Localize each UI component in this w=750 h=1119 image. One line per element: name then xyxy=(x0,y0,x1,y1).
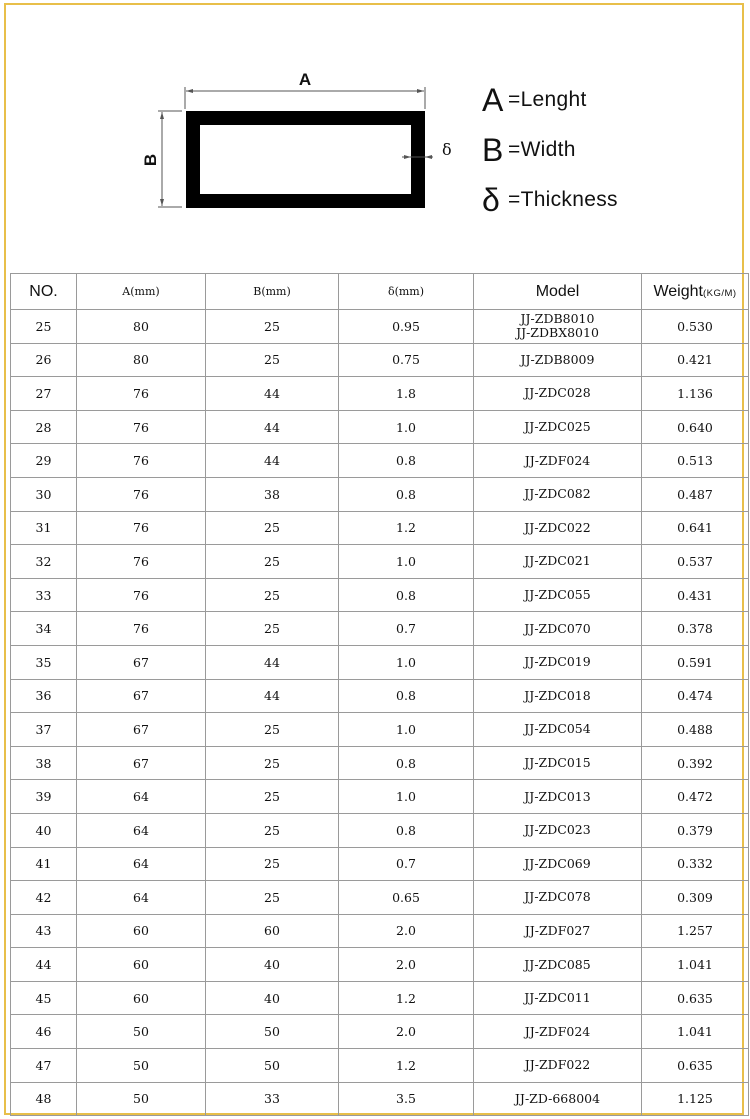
row-b-cell: 25 xyxy=(206,612,339,646)
row-delta-cell: 2.0 xyxy=(339,948,474,982)
legend-symbol: A xyxy=(482,82,504,118)
row-a-cell: 64 xyxy=(77,847,206,881)
table-row xyxy=(11,477,749,511)
row-delta-cell: 1.0 xyxy=(339,780,474,814)
row-a-cell: 67 xyxy=(77,713,206,747)
row-weight-cell: 0.431 xyxy=(642,578,749,612)
row-model-cell xyxy=(474,713,642,747)
model-code: JJ-ZDC018 xyxy=(524,687,591,703)
col-header-delta: δ(mm) xyxy=(339,274,474,310)
table-header-row xyxy=(11,274,749,310)
row-model-cell xyxy=(474,310,642,344)
legend-row-thickness xyxy=(482,175,618,225)
row-a-cell: 67 xyxy=(77,645,206,679)
profile-diagram xyxy=(6,5,746,271)
table-row xyxy=(11,645,749,679)
table-row xyxy=(11,713,749,747)
row-weight-cell: 0.530 xyxy=(642,310,749,344)
dim-a-label: A xyxy=(298,70,312,89)
row-no-cell: 33 xyxy=(11,578,77,612)
row-delta-cell: 0.8 xyxy=(339,813,474,847)
row-delta-cell: 0.65 xyxy=(339,881,474,915)
row-weight-cell: 0.379 xyxy=(642,813,749,847)
table-row xyxy=(11,444,749,478)
row-no-cell: 31 xyxy=(11,511,77,545)
model-code: JJ-ZDC022 xyxy=(524,519,591,535)
row-model-cell xyxy=(474,612,642,646)
row-no-cell: 35 xyxy=(11,645,77,679)
table-row xyxy=(11,780,749,814)
row-weight-cell: 1.136 xyxy=(642,377,749,411)
row-no-cell: 29 xyxy=(11,444,77,478)
row-a-cell: 60 xyxy=(77,948,206,982)
table-row xyxy=(11,1082,749,1116)
row-b-cell: 25 xyxy=(206,746,339,780)
row-delta-cell: 1.8 xyxy=(339,377,474,411)
row-a-cell: 50 xyxy=(77,1049,206,1083)
row-a-cell: 64 xyxy=(77,813,206,847)
legend-symbol: B xyxy=(482,132,504,168)
row-no-cell: 38 xyxy=(11,746,77,780)
model-code: JJ-ZDC078 xyxy=(524,889,591,905)
legend-row-width xyxy=(482,125,618,175)
row-delta-cell: 3.5 xyxy=(339,1082,474,1116)
row-b-cell: 50 xyxy=(206,1049,339,1083)
row-no-cell: 43 xyxy=(11,914,77,948)
spec-sheet xyxy=(4,3,744,1115)
model-code: JJ-ZDC085 xyxy=(524,956,591,972)
row-no-cell: 40 xyxy=(11,813,77,847)
model-code: JJ-ZDC082 xyxy=(524,486,591,502)
model-code: JJ-ZDBX8010 xyxy=(516,325,599,341)
table-row xyxy=(11,511,749,545)
table-row xyxy=(11,813,749,847)
row-weight-cell: 0.309 xyxy=(642,881,749,915)
row-model-cell xyxy=(474,914,642,948)
dim-b-label: B xyxy=(141,153,160,167)
legend-text: =Thickness xyxy=(508,188,618,211)
row-no-cell: 32 xyxy=(11,545,77,579)
row-no-cell: 45 xyxy=(11,981,77,1015)
table-row xyxy=(11,746,749,780)
model-code: JJ-ZDC013 xyxy=(524,788,591,804)
row-no-cell: 30 xyxy=(11,477,77,511)
row-b-cell: 44 xyxy=(206,645,339,679)
legend-text: =Lenght xyxy=(508,88,587,111)
row-model-cell xyxy=(474,578,642,612)
row-delta-cell: 0.8 xyxy=(339,679,474,713)
row-weight-cell: 1.257 xyxy=(642,914,749,948)
row-no-cell: 28 xyxy=(11,410,77,444)
row-a-cell: 64 xyxy=(77,881,206,915)
row-b-cell: 38 xyxy=(206,477,339,511)
row-b-cell: 25 xyxy=(206,780,339,814)
row-no-cell: 48 xyxy=(11,1082,77,1116)
row-no-cell: 36 xyxy=(11,679,77,713)
row-weight-cell: 0.474 xyxy=(642,679,749,713)
dim-delta-arrow-left xyxy=(404,155,411,159)
row-weight-cell: 1.041 xyxy=(642,1015,749,1049)
row-a-cell: 76 xyxy=(77,477,206,511)
row-b-cell: 44 xyxy=(206,377,339,411)
row-delta-cell: 1.0 xyxy=(339,410,474,444)
row-b-cell: 25 xyxy=(206,713,339,747)
table-row xyxy=(11,981,749,1015)
row-model-cell xyxy=(474,813,642,847)
row-model-cell xyxy=(474,679,642,713)
row-delta-cell: 0.8 xyxy=(339,477,474,511)
row-delta-cell: 1.2 xyxy=(339,1049,474,1083)
row-delta-cell: 1.2 xyxy=(339,511,474,545)
row-weight-cell: 1.125 xyxy=(642,1082,749,1116)
model-code: JJ-ZDC023 xyxy=(524,822,591,838)
row-delta-cell: 0.95 xyxy=(339,310,474,344)
row-delta-cell: 1.2 xyxy=(339,981,474,1015)
row-a-cell: 50 xyxy=(77,1082,206,1116)
row-model-cell xyxy=(474,410,642,444)
model-code: JJ-ZDC054 xyxy=(524,721,591,737)
row-a-cell: 76 xyxy=(77,377,206,411)
model-code: JJ-ZDF022 xyxy=(524,1057,591,1073)
row-no-cell: 37 xyxy=(11,713,77,747)
dimension-legend xyxy=(482,75,618,225)
row-delta-cell: 1.0 xyxy=(339,645,474,679)
model-code: JJ-ZDC019 xyxy=(524,654,591,670)
row-model-cell xyxy=(474,1082,642,1116)
weight-label: Weight xyxy=(653,282,703,300)
row-weight-cell: 0.487 xyxy=(642,477,749,511)
model-code: JJ-ZDC028 xyxy=(524,385,591,401)
row-no-cell: 41 xyxy=(11,847,77,881)
table-row xyxy=(11,545,749,579)
row-model-cell xyxy=(474,343,642,377)
row-a-cell: 50 xyxy=(77,1015,206,1049)
row-model-cell xyxy=(474,645,642,679)
row-model-cell xyxy=(474,746,642,780)
table-row xyxy=(11,1015,749,1049)
dim-delta-label: δ xyxy=(442,140,452,159)
col-header-weight xyxy=(642,274,749,310)
row-no-cell: 47 xyxy=(11,1049,77,1083)
row-a-cell: 67 xyxy=(77,746,206,780)
row-weight-cell: 0.513 xyxy=(642,444,749,478)
row-model-cell xyxy=(474,847,642,881)
weight-unit: (KG/M) xyxy=(702,287,737,299)
model-code: JJ-ZDC055 xyxy=(524,587,591,603)
table-row xyxy=(11,914,749,948)
col-header-model: Model xyxy=(474,274,642,310)
row-weight-cell: 0.488 xyxy=(642,713,749,747)
row-model-cell xyxy=(474,780,642,814)
model-code: JJ-ZDC015 xyxy=(524,755,591,771)
tube-profile xyxy=(193,118,418,201)
row-b-cell: 50 xyxy=(206,1015,339,1049)
row-no-cell: 46 xyxy=(11,1015,77,1049)
row-model-cell xyxy=(474,1015,642,1049)
model-code: JJ-ZDF024 xyxy=(524,1023,591,1039)
row-weight-cell: 0.635 xyxy=(642,981,749,1015)
row-a-cell: 76 xyxy=(77,545,206,579)
row-delta-cell: 0.8 xyxy=(339,444,474,478)
row-no-cell: 44 xyxy=(11,948,77,982)
legend-symbol: δ xyxy=(482,182,500,218)
table-row xyxy=(11,410,749,444)
row-a-cell: 64 xyxy=(77,780,206,814)
row-model-cell xyxy=(474,948,642,982)
col-header-no: NO. xyxy=(11,274,77,310)
table-row xyxy=(11,948,749,982)
legend-text: =Width xyxy=(508,138,576,161)
table-row xyxy=(11,343,749,377)
model-code: JJ-ZDC070 xyxy=(524,620,591,636)
row-delta-cell: 0.8 xyxy=(339,578,474,612)
model-code: JJ-ZDC011 xyxy=(524,990,591,1006)
row-b-cell: 25 xyxy=(206,310,339,344)
table-row xyxy=(11,881,749,915)
row-a-cell: 76 xyxy=(77,511,206,545)
row-b-cell: 33 xyxy=(206,1082,339,1116)
row-weight-cell: 0.378 xyxy=(642,612,749,646)
row-a-cell: 60 xyxy=(77,981,206,1015)
model-code: JJ-ZDF027 xyxy=(524,922,591,938)
table-row xyxy=(11,1049,749,1083)
row-b-cell: 25 xyxy=(206,511,339,545)
row-weight-cell: 0.392 xyxy=(642,746,749,780)
row-b-cell: 40 xyxy=(206,948,339,982)
row-no-cell: 42 xyxy=(11,881,77,915)
row-model-cell xyxy=(474,981,642,1015)
row-weight-cell: 0.591 xyxy=(642,645,749,679)
row-model-cell xyxy=(474,511,642,545)
row-b-cell: 25 xyxy=(206,847,339,881)
row-no-cell: 34 xyxy=(11,612,77,646)
row-no-cell: 27 xyxy=(11,377,77,411)
row-weight-cell: 0.635 xyxy=(642,1049,749,1083)
col-header-a: A(mm) xyxy=(77,274,206,310)
row-no-cell: 39 xyxy=(11,780,77,814)
row-a-cell: 76 xyxy=(77,444,206,478)
table-body xyxy=(11,310,749,1116)
row-model-cell xyxy=(474,1049,642,1083)
row-a-cell: 60 xyxy=(77,914,206,948)
row-weight-cell: 0.537 xyxy=(642,545,749,579)
spec-table xyxy=(10,273,749,1116)
row-model-cell xyxy=(474,377,642,411)
row-a-cell: 76 xyxy=(77,612,206,646)
table-row xyxy=(11,578,749,612)
model-code: JJ-ZDC021 xyxy=(524,553,591,569)
row-a-cell: 80 xyxy=(77,343,206,377)
row-delta-cell: 0.75 xyxy=(339,343,474,377)
model-code: JJ-ZDC069 xyxy=(524,855,591,871)
row-model-cell xyxy=(474,545,642,579)
row-a-cell: 76 xyxy=(77,410,206,444)
row-weight-cell: 0.641 xyxy=(642,511,749,545)
dim-a-arrow-left xyxy=(186,89,193,93)
row-b-cell: 60 xyxy=(206,914,339,948)
row-no-cell: 26 xyxy=(11,343,77,377)
row-delta-cell: 2.0 xyxy=(339,1015,474,1049)
dim-b-arrow-bottom xyxy=(160,199,164,206)
row-b-cell: 44 xyxy=(206,410,339,444)
row-delta-cell: 0.7 xyxy=(339,847,474,881)
model-code: JJ-ZDB8009 xyxy=(520,351,595,367)
row-a-cell: 67 xyxy=(77,679,206,713)
col-header-b: B(mm) xyxy=(206,274,339,310)
row-delta-cell: 2.0 xyxy=(339,914,474,948)
model-code: JJ-ZDC025 xyxy=(524,419,591,435)
row-model-cell xyxy=(474,477,642,511)
dim-delta-arrow-right xyxy=(425,155,432,159)
table-row xyxy=(11,612,749,646)
rectangular-tube-drawing xyxy=(6,5,746,271)
row-b-cell: 44 xyxy=(206,679,339,713)
row-b-cell: 25 xyxy=(206,343,339,377)
model-code: JJ-ZDF024 xyxy=(524,452,591,468)
row-delta-cell: 1.0 xyxy=(339,545,474,579)
row-model-cell xyxy=(474,444,642,478)
row-weight-cell: 0.332 xyxy=(642,847,749,881)
model-code: JJ-ZD-668004 xyxy=(514,1090,601,1106)
row-weight-cell: 0.472 xyxy=(642,780,749,814)
row-b-cell: 44 xyxy=(206,444,339,478)
row-delta-cell: 0.8 xyxy=(339,746,474,780)
dim-b-arrow-top xyxy=(160,112,164,119)
model-code: JJ-ZDB8010 xyxy=(520,311,595,327)
row-b-cell: 40 xyxy=(206,981,339,1015)
row-a-cell: 76 xyxy=(77,578,206,612)
row-b-cell: 25 xyxy=(206,881,339,915)
row-weight-cell: 0.640 xyxy=(642,410,749,444)
row-b-cell: 25 xyxy=(206,813,339,847)
row-delta-cell: 1.0 xyxy=(339,713,474,747)
row-b-cell: 25 xyxy=(206,545,339,579)
row-no-cell: 25 xyxy=(11,310,77,344)
dim-a-arrow-right xyxy=(417,89,424,93)
row-weight-cell: 1.041 xyxy=(642,948,749,982)
row-a-cell: 80 xyxy=(77,310,206,344)
row-weight-cell: 0.421 xyxy=(642,343,749,377)
table-row xyxy=(11,847,749,881)
table-row xyxy=(11,310,749,344)
row-b-cell: 25 xyxy=(206,578,339,612)
table-row xyxy=(11,377,749,411)
row-delta-cell: 0.7 xyxy=(339,612,474,646)
table-row xyxy=(11,679,749,713)
legend-row-length xyxy=(482,75,618,125)
row-model-cell xyxy=(474,881,642,915)
